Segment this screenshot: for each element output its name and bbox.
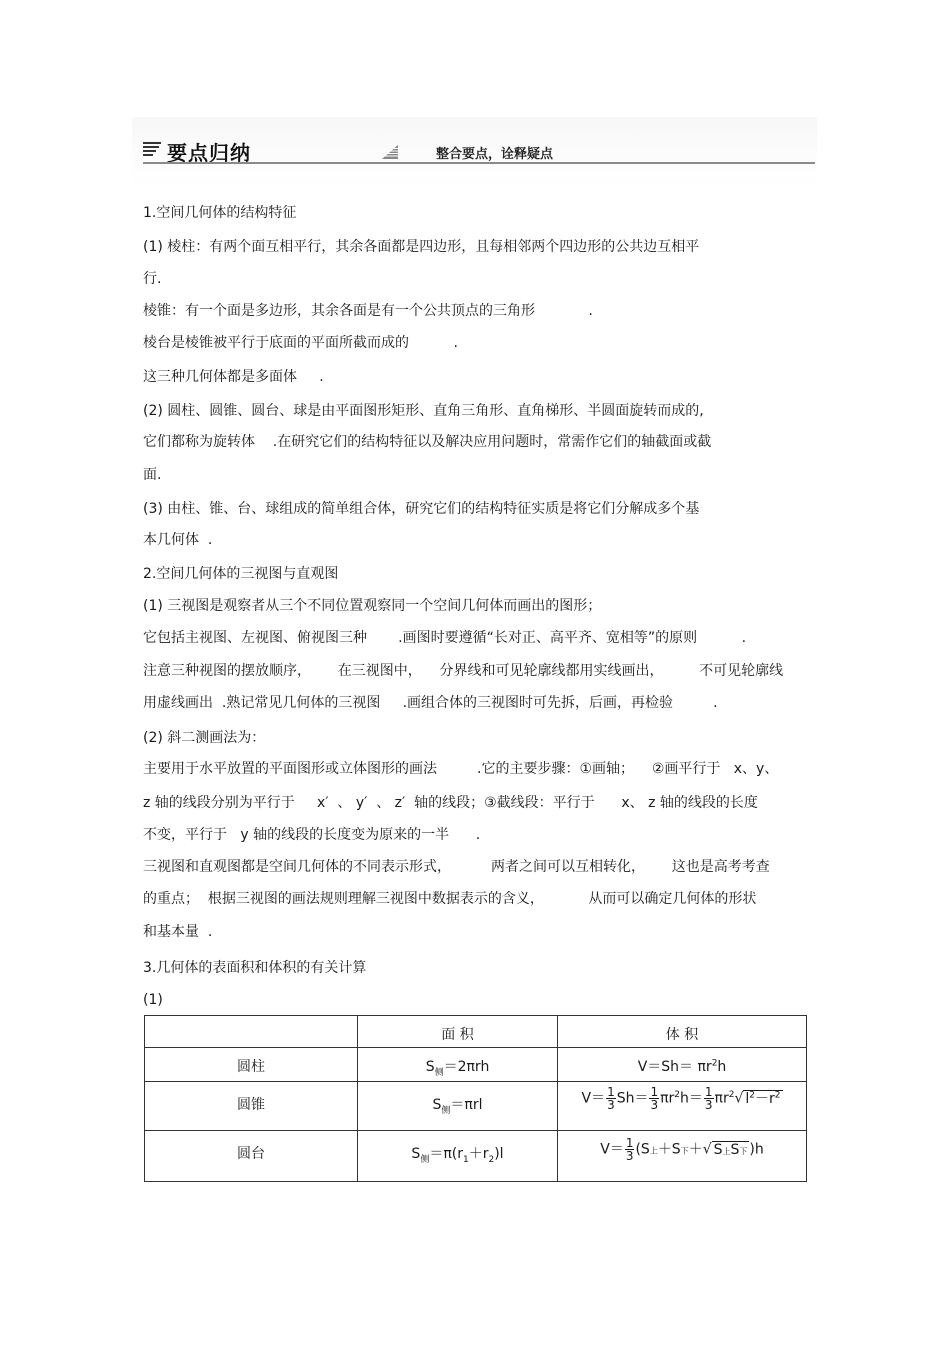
table-cell-volume: V＝ $\frac{1}{3}$ (S上＋S下＋√ S上S下 )h [558,1131,807,1182]
text-line: 3.几何体的表面积和体积的有关计算 [143,960,367,976]
text-line: (1) [143,992,163,1008]
table-cell-area: $S_侧=2\pi rh$ [358,1048,558,1082]
text-line: (1) 棱柱：有两个面互相平行，其余各面都是四边形，且每相邻两个四边形的公共边互相平 [143,239,700,255]
header-area: 面 积 [441,1027,474,1043]
text-line: 注意三种视图的摆放顺序， 在三视图中， 分界线和可见轮廓线都用实线画出， 不可见轮廓线 [143,663,784,679]
table-header-cell [558,1016,807,1048]
table-cell-volume: $V=Sh= \pi r^2h$ [558,1048,807,1082]
table-row [145,1131,807,1182]
table-header-cell [145,1016,358,1048]
text-line: 2.空间几何体的三视图与直观图 [143,566,339,582]
text-line: 本几何体 . [143,532,213,548]
text-line: 棱锥：有一个面是多边形，其余各面是有一个公共顶点的三角形 . [143,303,593,319]
text-line: (1) 三视图是观察者从三个不同位置观察同一个空间几何体而画出的图形； [143,598,602,614]
text-line: 三视图和直观图都是空间几何体的不同表示形式， 两者之间可以互相转化， 这也是高考考查 [143,859,770,875]
text-line: (3) 由柱、锥、台、球组成的简单组合体，研究它们的结构特征实质是将它们分解成多个基 [143,501,700,517]
table-cell-name: 圆台 [145,1131,358,1182]
table-cell-area: $S_侧=\pi(r_1+r_2)l$ [358,1131,558,1182]
section-title: 要点归纳 [167,141,251,165]
section-subtitle: 整合要点，诠释疑点 [436,147,554,162]
text-line: 行. [143,271,162,287]
text-line: 它包括主视图、左视图、俯视图三种 .画图时要遵循“长对正、高平齐、宽相等”的原则 . [143,630,747,646]
text-line: 的重点； 根据三视图的画法规则理解三视图中数据表示的含义， 从而可以确定几何体的形状 [143,891,757,907]
table-cell-area: $S_侧=\pi rl$ [358,1082,558,1131]
table-row [145,1048,807,1082]
header-volume: 体 积 [665,1027,699,1043]
text-line: (2) 斜二测画法为： [143,730,266,746]
section-header [143,138,815,166]
stripes-icon [143,142,163,158]
formula-table [144,1015,807,1182]
text-line: 不变，平行于 y 轴的线段的长度变为原来的一半 . [143,827,481,843]
text-line: 这三种几何体都是多面体 . [143,369,324,385]
text-line: z 轴的线段分别为平行于 x′ 、 y′ 、 z′ 轴的线段；③截线段：平行于 x、 z 轴的线段的长度 [143,795,758,811]
wedge-icon [380,143,400,160]
text-line: 主要用于水平放置的平面图形或立体图形的画法 .它的主要步骤：①画轴； ②画平行于 x、y、 [143,761,779,777]
table-row [145,1082,807,1131]
header-rule [143,162,815,164]
text-line: 和基本量 . [143,924,213,940]
text-line: 1.空间几何体的结构特征 [143,205,297,221]
table-header-row [145,1016,807,1048]
text-line: (2) 圆柱、圆锥、圆台、球是由平面图形矩形、直角三角形、直角梯形、半圆面旋转而成的, [143,403,704,419]
table-cell-volume: V＝ $\frac{1}{3}$ Sh＝ $\frac{1}{3}$ $\pi r^2h=$ $\frac{1}{3}$ $\pi r^2√$ $l^2-r^2$ [558,1082,807,1131]
table-cell-name: 圆柱 [145,1048,358,1082]
text-line: 用虚线画出 .熟记常见几何体的三视图 .画组合体的三视图时可先拆，后画，再检验 . [143,695,718,711]
text-line: 它们都称为旋转体 .在研究它们的结构特征以及解决应用问题时，常需作它们的轴截面或截 [143,434,712,450]
text-line: 面. [143,467,162,483]
table-cell-name: 圆锥 [145,1082,358,1131]
table-header-cell [358,1016,558,1048]
text-line: 棱台是棱锥被平行于底面的平面所截而成的 . [143,335,458,351]
